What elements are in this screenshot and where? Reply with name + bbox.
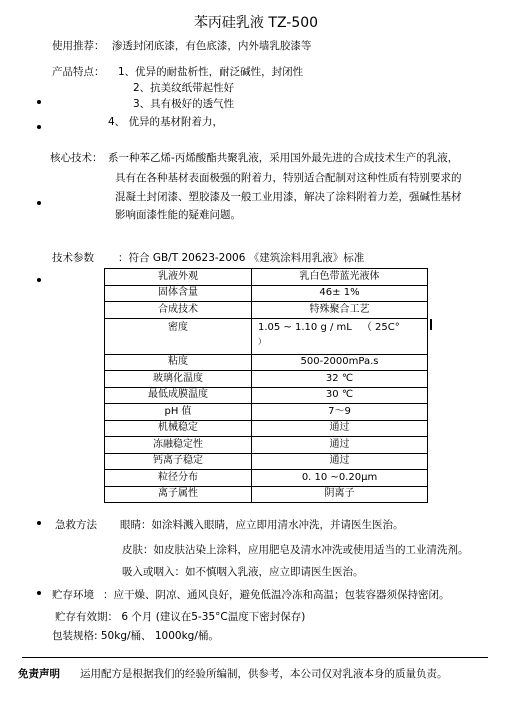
param-name: 冻融稳定性 [105,437,252,454]
storage-text: ：应干燥、阴凉、通风良好，避免低温冷冻和高温；包装容器须保持密闭。 [103,589,450,601]
table-row [105,470,428,487]
first-aid-eyes: 眼睛：如涂料溅入眼睛，应立即用清水冲洗，并请医生医治。 [120,519,404,531]
core-tech-line-2: 具有在各种基材表面极强的附着力，特别适合配制对这种性质有特别要求的 [115,172,462,184]
bullet-marker [37,100,41,104]
table-row [105,269,428,286]
table-row [105,318,428,354]
density-value: 1.05 ~ 1.10 g / mL [258,321,352,333]
param-value: 通过 [252,453,428,470]
table-row [105,371,428,388]
param-value: 阴离子 [252,486,428,503]
param-value: 30 ℃ [252,387,428,404]
param-value: 特殊聚合工艺 [252,302,428,319]
disclaimer-label: 免责声明 [18,668,60,680]
param-value: 46± 1% [252,285,428,302]
disclaimer-text: 运用配方是根据我们的经验所编制，供参考，本公司仅对乳液本身的质量负责。 [80,668,448,680]
table-row [105,285,428,302]
param-name: 最低成膜温度 [105,387,252,404]
first-aid-label: 急救方法 [55,519,97,531]
table-row [105,404,428,421]
bullet-marker [37,201,41,205]
bullet-marker [37,591,41,595]
divider [22,657,488,658]
spec-table [104,268,428,503]
param-value-density [252,318,428,354]
param-name: 粒径分布 [105,470,252,487]
core-tech-line-1: 系一种苯乙烯-丙烯酸酯共聚乳液，采用国外最先进的合成技术生产的乳液， [108,152,459,164]
table-row [105,453,428,470]
table-row [105,437,428,454]
bullet-marker [37,521,41,525]
param-name: 密度 [105,318,252,354]
storage-label: 贮存环境 [52,589,94,601]
param-value: 32 ℃ [252,371,428,388]
table-row [105,420,428,437]
feature-item-3: 3、具有极好的透气性 [133,98,235,110]
first-aid-skin: 皮肤：如皮肤沾染上涂料，应用肥皂及清水冲洗或使用适当的工业清洗剂。 [122,544,469,556]
feature-item-1: 1、优异的耐盐析性，耐泛碱性，封闭性 [118,66,304,78]
param-value: 7～9 [252,404,428,421]
param-name: 玻璃化温度 [105,371,252,388]
param-name: 固体含量 [105,285,252,302]
bullet-marker [37,125,41,129]
param-name: 钙离子稳定 [105,453,252,470]
bullet-marker [37,278,41,282]
features-label: 产品特点： [52,66,105,78]
param-value: 0. 10 ~0.20μm [252,470,428,487]
density-suffix: （ 25C° [361,321,400,333]
usage-section [52,38,311,53]
param-name: 乳液外观 [105,269,252,286]
feature-item-4: 4、 优异的基材附着力， [108,116,224,128]
param-value: 通过 [252,437,428,454]
tech-params-label: 技术参数 [52,252,94,264]
feature-item-2: 2、抗美纹纸带起性好 [133,82,235,94]
storage-packaging: 包装规格: 50kg/桶、 1000kg/桶。 [52,630,219,642]
tech-params-standard: ：符合 GB/T 20623-2006 《建筑涂料用乳液》标准 [118,252,365,264]
core-tech-line-3: 混凝土封闭漆、塑胶漆及一般工业用漆，解决了涂料附着力差，强碱性基材 [115,191,462,203]
table-row [105,486,428,503]
param-value: 500-2000mPa.s [252,354,428,371]
param-value: 乳白色带蓝光液体 [252,269,428,286]
storage-shelf-life: 贮存有效期： 6 个月 (建议在5-35°C温度下密封保存) [55,611,306,623]
document-title: 苯丙硅乳液 TZ-500 [193,15,319,31]
core-tech-label: 核心技术： [50,152,103,164]
param-name: 合成技术 [105,302,252,319]
first-aid-inhale: 吸入或咽入：如不慎咽入乳液，应立即请医生医治。 [122,566,364,578]
table-row [105,387,428,404]
param-name: pH 值 [105,404,252,421]
param-name: 离子属性 [105,486,252,503]
param-value: 通过 [252,420,428,437]
table-row [105,302,428,319]
text-cursor [430,319,432,330]
density-line2: ） [258,336,266,346]
param-name: 机械稳定 [105,420,252,437]
usage-text: 渗透封闭底漆，有色底漆，内外墙乳胶漆等 [111,40,312,52]
core-tech-line-4: 影响面漆性能的疑难问题。 [115,209,241,221]
usage-label: 使用推荐： [52,40,105,52]
table-row [105,354,428,371]
param-name: 粘度 [105,354,252,371]
